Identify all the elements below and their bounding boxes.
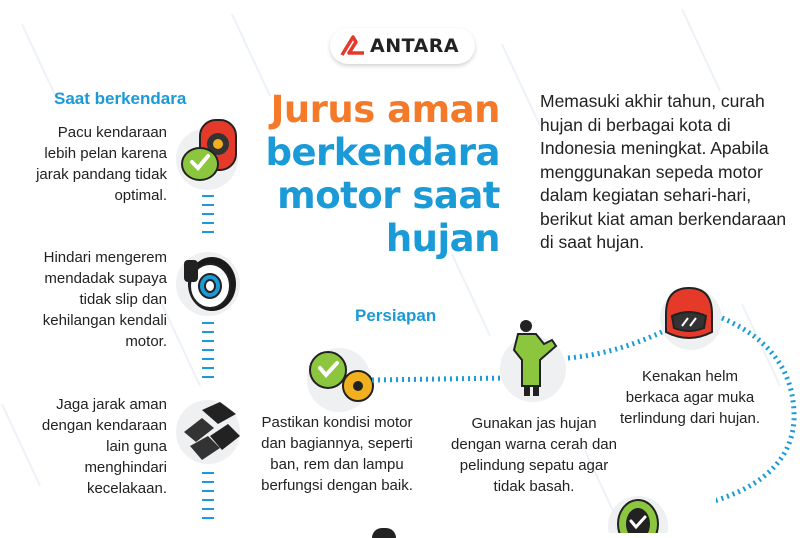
tip-helmet: Kenakan helm berkaca agar muka terlindung dari hujan.: [619, 368, 761, 427]
tip-slow-down: Pacu kendaraan lebih pelan karena jarak pandang tidak optimal.: [36, 124, 167, 204]
tip-no-sudden-brake: Hindari mengerem mendadak supaya tidak slip dan kehilangan kendali motor.: [42, 249, 167, 350]
raincoat-person-icon: [510, 316, 562, 400]
title-line-1: Jurus aman: [270, 88, 500, 131]
tip-raincoat: Gunakan jas hujan dengan warna cerah dan pelindung sepatu agar tidak basah.: [451, 415, 617, 495]
section-title-riding: Saat berkendara: [54, 89, 187, 108]
title-line-2: berkendara: [265, 131, 500, 174]
antara-logo: [330, 28, 475, 64]
page-title: [265, 88, 500, 260]
brake-disc-icon: [178, 248, 238, 314]
brand-name: ANTARA: [370, 35, 460, 57]
partial-bottom-icon: [372, 528, 396, 538]
speedometer-icon: [178, 116, 240, 190]
helmet-icon: [660, 284, 718, 346]
antara-logo-icon: [340, 35, 366, 57]
tip-keep-distance: Jaga jarak aman dengan kendaraan lain guna menghindari kecelakaan.: [41, 396, 167, 497]
timeline-dashes-2: [202, 322, 214, 385]
tip-check-motor: Pastikan kondisi motor dan bagiannya, seperti ban, rem dan lampu berfungsi dengan baik.: [261, 414, 413, 494]
section-title-prep: Persiapan: [355, 306, 437, 325]
title-line-4: hujan: [385, 217, 500, 260]
partial-check-icon: [606, 494, 670, 533]
title-line-3: motor saat: [277, 174, 500, 217]
intro-text: Memasuki akhir tahun, curah hujan di berbagai kota di Indonesia meningkat. Apabila menggunakan sepeda motor dalam kegiatan sehari-hari, berikut kiat aman berkendaraan di saat hujan.: [540, 91, 787, 252]
timeline-dashes-3: [202, 472, 214, 526]
gap-blocks-icon: [180, 402, 242, 464]
gears-icon: [306, 346, 378, 412]
dotted-connector-1: [372, 370, 512, 390]
timeline-dashes-1: [202, 195, 214, 240]
